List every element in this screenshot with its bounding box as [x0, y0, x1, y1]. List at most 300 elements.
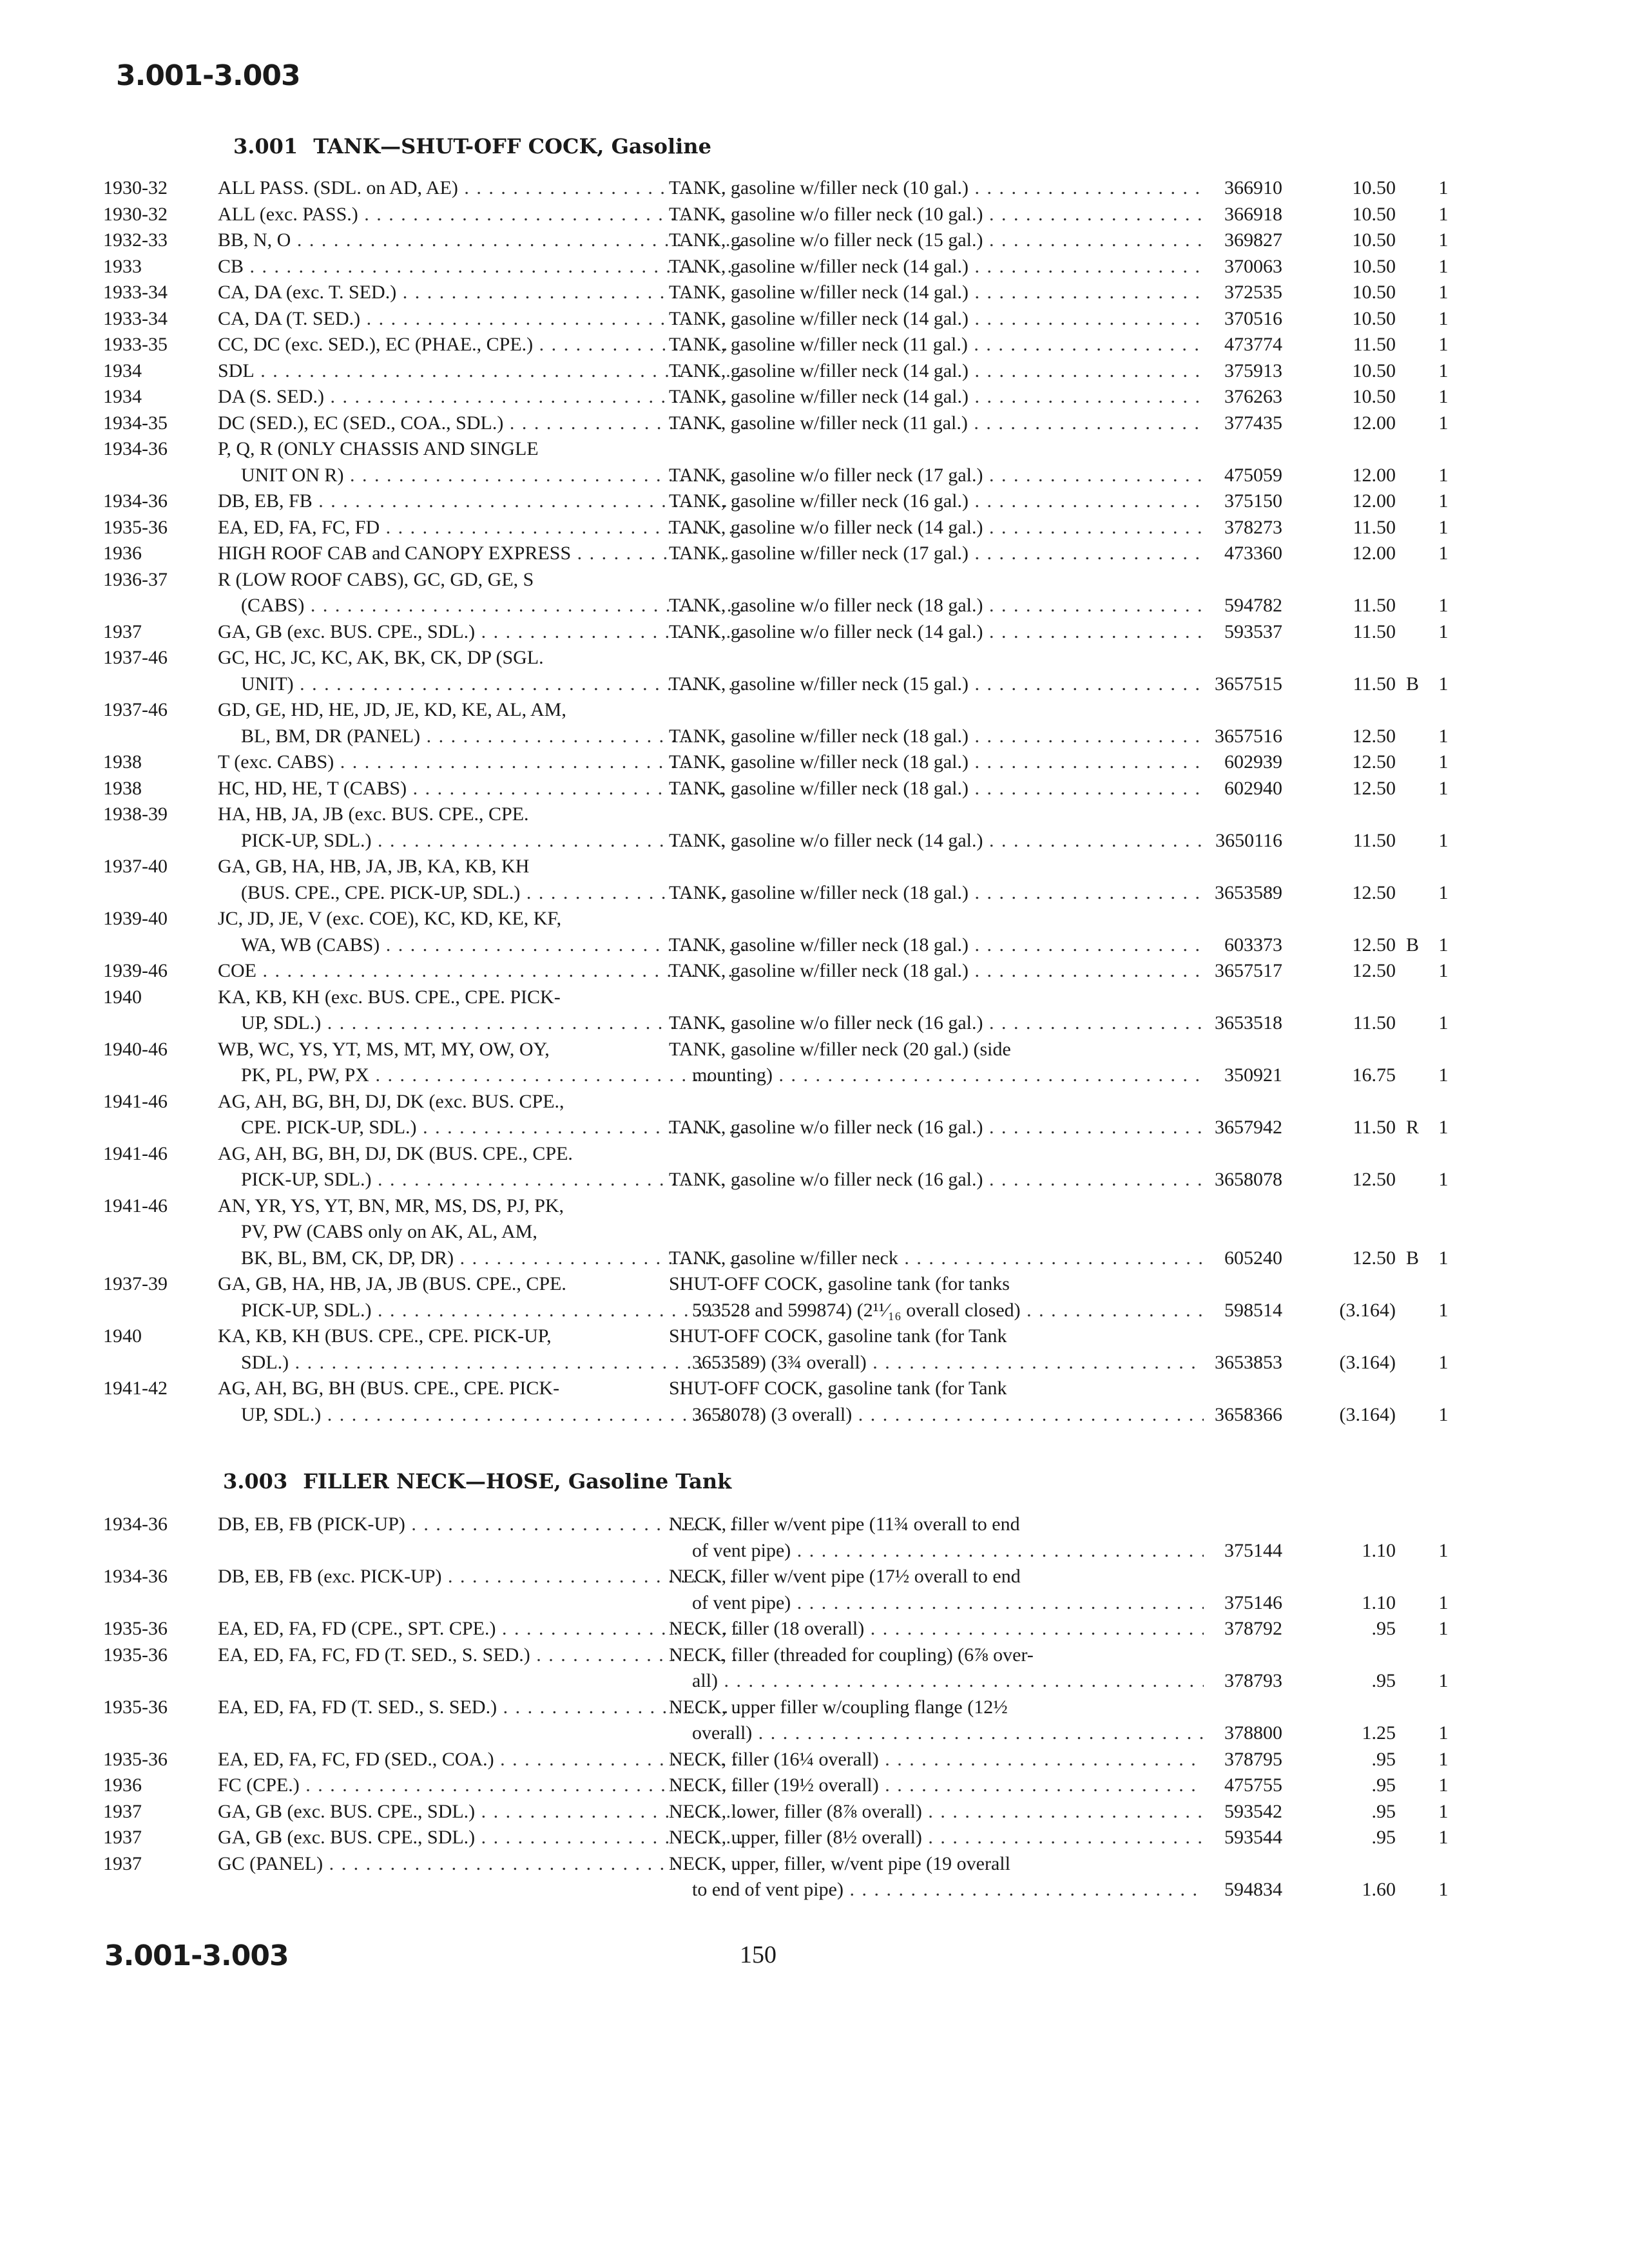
part-description-line: all) . . . — [669, 1668, 1204, 1695]
part-description — [669, 384, 1204, 410]
applicable-models-line: PICK-UP, SDL.) . . . — [218, 1167, 746, 1193]
part-number: 3653853 — [1215, 1351, 1282, 1373]
part-number: 593544 — [1224, 1827, 1282, 1848]
table-row — [103, 227, 1456, 254]
applicable-models — [218, 306, 746, 332]
applicable-models-line: GA, GB, HA, HB, JA, JB, KA, KB, KH — [218, 856, 530, 877]
applicable-models-line: AN, YR, YS, YT, BN, MR, MS, DS, PJ, PK, — [218, 1195, 564, 1216]
applicable-models — [218, 1799, 746, 1825]
quantity: 1 — [1438, 386, 1449, 407]
table-row — [103, 515, 1456, 541]
part-number: 378273 — [1224, 516, 1282, 538]
model-years: 1937 — [103, 1800, 142, 1822]
applicable-models-line: T (exc. CABS) . . . — [218, 749, 746, 776]
applicable-models-line: BL, BM, DR (PANEL) . . . — [218, 724, 746, 750]
part-number: 602940 — [1224, 777, 1282, 799]
part-description-line — [669, 645, 1204, 671]
model-years: 1940-46 — [103, 1038, 168, 1060]
part-description-line — [669, 567, 1204, 593]
applicable-models — [218, 619, 746, 646]
part-description — [669, 1642, 1204, 1695]
applicable-models — [218, 488, 746, 515]
model-years: 1940 — [103, 986, 142, 1008]
quantity: 1 — [1438, 1012, 1449, 1033]
applicable-models-line: P, Q, R (ONLY CHASSIS AND SINGLE — [218, 438, 539, 459]
applicable-models-line: ALL PASS. (SDL. on AD, AE) . . . — [218, 175, 746, 202]
part-number: 378795 — [1224, 1748, 1282, 1770]
applicable-models-line: KA, KB, KH (BUS. CPE., CPE. PICK-UP, — [218, 1325, 552, 1347]
list-price: .95 — [1371, 1800, 1396, 1822]
part-description-line: TANK, gasoline w/filler neck (18 gal.) . . . — [669, 880, 1204, 907]
quantity: 1 — [1438, 464, 1449, 486]
quantity: 1 — [1438, 1800, 1449, 1822]
part-description-line: TANK, gasoline w/filler neck (18 gal.) . . . — [669, 749, 1204, 776]
table-row — [103, 436, 1456, 488]
part-description-line: TANK, gasoline w/filler neck (18 gal.) . . . — [669, 776, 1204, 802]
table-row — [103, 332, 1456, 358]
part-description-line: 593528 and 599874) (2¹¹⁄₁₆ overall closed) . . . — [669, 1298, 1204, 1324]
part-description — [669, 541, 1204, 567]
applicable-models — [218, 332, 746, 358]
part-description-line — [669, 802, 1204, 828]
applicable-models — [218, 1747, 746, 1773]
applicable-models — [218, 1089, 746, 1141]
part-description-line: 3658078) (3 overall) . . . — [669, 1402, 1204, 1428]
quantity: 1 — [1438, 360, 1449, 381]
quantity: 1 — [1438, 1169, 1449, 1190]
part-description — [669, 1037, 1204, 1089]
applicable-models-line: CPE. PICK-UP, SDL.) . . . — [218, 1115, 746, 1141]
model-years: 1941-46 — [103, 1142, 168, 1164]
model-years: 1934-36 — [103, 1514, 168, 1535]
list-price: 10.50 — [1352, 255, 1396, 277]
part-description-line: SHUT-OFF COCK, gasoline tank (for Tank — [669, 1378, 1007, 1399]
applicable-models-line: UP, SDL.) . . . — [218, 1010, 746, 1037]
applicable-models-line: PK, PL, PW, PX . . . — [218, 1062, 746, 1089]
part-description-line — [669, 1089, 1204, 1115]
part-number: 473774 — [1224, 334, 1282, 355]
applicable-models — [218, 1825, 746, 1851]
applicable-models-line: EA, ED, FA, FC, FD (T. SED., S. SED.) . . . — [218, 1642, 746, 1669]
part-number: 370516 — [1224, 307, 1282, 329]
table-row — [103, 906, 1456, 958]
applicable-models-line: HC, HD, HE, T (CABS) . . . — [218, 776, 746, 802]
part-description — [669, 749, 1204, 776]
list-price: 12.00 — [1352, 543, 1396, 564]
part-description-line — [669, 436, 1204, 463]
model-years: 1937-46 — [103, 699, 168, 720]
part-number: 593542 — [1224, 1800, 1282, 1822]
part-number: 3657942 — [1215, 1117, 1282, 1138]
quantity: 1 — [1438, 203, 1449, 225]
part-description — [669, 776, 1204, 802]
list-price: (3.164) — [1339, 1403, 1396, 1425]
applicable-models-line: GA, GB (exc. BUS. CPE., SDL.) . . . — [218, 1825, 746, 1851]
applicable-models-line: JC, JD, JE, V (exc. COE), KC, KD, KE, KF, — [218, 908, 562, 929]
applicable-models-line: UNIT) . . . — [218, 671, 746, 698]
page-header-range: 3.001-3.003 — [116, 59, 300, 92]
list-price: 12.00 — [1352, 464, 1396, 486]
table-row — [103, 306, 1456, 332]
part-number: 370063 — [1224, 255, 1282, 277]
applicable-models-line: EA, ED, FA, FD (T. SED., S. SED.) . . . — [218, 1695, 746, 1721]
part-description — [669, 1193, 1204, 1272]
part-number: 372535 — [1224, 282, 1282, 303]
table-row — [103, 1825, 1456, 1851]
part-description — [669, 1747, 1204, 1773]
table-row — [103, 1512, 1456, 1564]
part-number: 378793 — [1224, 1670, 1282, 1691]
list-price: 10.50 — [1352, 229, 1396, 251]
quantity: 1 — [1438, 490, 1449, 512]
part-description-line: SHUT-OFF COCK, gasoline tank (for Tank — [669, 1325, 1007, 1347]
part-description — [669, 1512, 1204, 1564]
model-years: 1933-35 — [103, 334, 168, 355]
part-number: 3653518 — [1215, 1012, 1282, 1033]
table-row — [103, 776, 1456, 802]
quantity: 1 — [1438, 1117, 1449, 1138]
applicable-models — [218, 436, 746, 488]
quantity: 1 — [1438, 777, 1449, 799]
part-description — [669, 802, 1204, 854]
table-row — [103, 1037, 1456, 1089]
quantity: 1 — [1438, 1618, 1449, 1639]
applicable-models-line: SDL.) . . . — [218, 1350, 746, 1376]
list-price: .95 — [1371, 1748, 1396, 1770]
list-price: 11.50 — [1353, 516, 1396, 538]
part-description-line: TANK, gasoline w/filler neck (11 gal.) . . . — [669, 410, 1204, 437]
model-years: 1937 — [103, 1827, 142, 1848]
quantity: 1 — [1438, 620, 1449, 642]
quantity: 1 — [1438, 229, 1449, 251]
part-description-line: NECK, lower, filler (8⅞ overall) . . . — [669, 1799, 1204, 1825]
model-years: 1934-36 — [103, 438, 168, 459]
applicable-models — [218, 854, 746, 906]
table-row — [103, 645, 1456, 697]
quantity: 1 — [1438, 829, 1449, 851]
list-price: 10.50 — [1352, 360, 1396, 381]
model-years: 1941-46 — [103, 1195, 168, 1216]
quantity: 1 — [1438, 334, 1449, 355]
part-description — [669, 1799, 1204, 1825]
part-description — [669, 985, 1204, 1037]
table-row — [103, 802, 1456, 854]
quantity: 1 — [1438, 1670, 1449, 1691]
part-description-line — [669, 854, 1204, 880]
part-number: 3653589 — [1215, 881, 1282, 903]
applicable-models — [218, 410, 746, 437]
part-number: 603373 — [1224, 934, 1282, 956]
applicable-models-line: (CABS) . . . — [218, 593, 746, 619]
applicable-models-line: CA, DA (T. SED.) . . . — [218, 306, 746, 332]
applicable-models-line: WA, WB (CABS) . . . — [218, 932, 746, 959]
table-row — [103, 619, 1456, 646]
applicable-models-line: AG, AH, BG, BH (BUS. CPE., CPE. PICK- — [218, 1378, 560, 1399]
applicable-models-line: DB, EB, FB . . . — [218, 488, 746, 515]
part-number: 378792 — [1224, 1618, 1282, 1639]
part-description-line: overall) . . . — [669, 1720, 1204, 1747]
part-description-line: 3653589) (3¾ overall) . . . — [669, 1350, 1204, 1376]
model-years: 1935-36 — [103, 1644, 168, 1666]
part-description-line: TANK, gasoline w/o filler neck (16 gal.) . . . — [669, 1115, 1204, 1141]
table-row — [103, 202, 1456, 228]
applicable-models-line: R (LOW ROOF CABS), GC, GD, GE, S — [218, 568, 534, 590]
list-price: 1.10 — [1362, 1591, 1396, 1613]
part-number: 369827 — [1224, 229, 1282, 251]
part-description-line: NECK, upper, filler (8½ overall) . . . — [669, 1825, 1204, 1851]
part-description-line: TANK, gasoline w/o filler neck (18 gal.) . . . — [669, 593, 1204, 619]
part-description-line: TANK, gasoline w/filler neck (14 gal.) . . . — [669, 384, 1204, 410]
part-description — [669, 1695, 1204, 1747]
model-years: 1936 — [103, 543, 142, 564]
applicable-models — [218, 985, 746, 1037]
part-description-line: TANK, gasoline w/filler neck . . . — [669, 1245, 1204, 1272]
model-years: 1934 — [103, 360, 142, 381]
applicable-models-line: GC (PANEL) . . . — [218, 1851, 746, 1878]
part-number: 473360 — [1224, 543, 1282, 564]
list-price: 11.50 — [1353, 1117, 1396, 1138]
list-price: 10.50 — [1352, 282, 1396, 303]
table-row — [103, 1773, 1456, 1799]
list-price: 12.50 — [1352, 751, 1396, 773]
list-price: 10.50 — [1352, 203, 1396, 225]
list-price: 10.50 — [1352, 386, 1396, 407]
part-description-line: TANK, gasoline w/filler neck (18 gal.) . . . — [669, 932, 1204, 959]
model-years: 1933 — [103, 255, 142, 277]
part-description-line — [669, 906, 1204, 932]
part-description-line — [669, 697, 1204, 724]
part-description — [669, 645, 1204, 697]
model-years: 1935-36 — [103, 1748, 168, 1770]
section-number: 3.003 — [223, 1469, 288, 1494]
part-number: 3658078 — [1215, 1169, 1282, 1190]
quantity: 1 — [1438, 725, 1449, 747]
model-years: 1937 — [103, 620, 142, 642]
part-description-line: TANK, gasoline w/o filler neck (14 gal.) . . . — [669, 515, 1204, 541]
table-row — [103, 1376, 1456, 1428]
part-number: 3650116 — [1215, 829, 1282, 851]
list-price: (3.164) — [1339, 1299, 1396, 1321]
table-row — [103, 1851, 1456, 1903]
table-row — [103, 567, 1456, 619]
model-years: 1934-36 — [103, 490, 168, 512]
table-row — [103, 1747, 1456, 1773]
part-description — [669, 1564, 1204, 1616]
part-description — [669, 697, 1204, 749]
applicable-models-line: WB, WC, YS, YT, MS, MT, MY, OW, OY, — [218, 1038, 550, 1060]
part-number: 375144 — [1224, 1539, 1282, 1561]
part-description-line — [669, 1141, 1204, 1168]
applicable-models-line: FC (CPE.) . . . — [218, 1773, 746, 1799]
table-row — [103, 1695, 1456, 1747]
part-description — [669, 202, 1204, 228]
part-description — [669, 906, 1204, 958]
part-description-line: TANK, gasoline w/o filler neck (10 gal.) . . . — [669, 202, 1204, 228]
part-description — [669, 488, 1204, 515]
part-number: 366918 — [1224, 203, 1282, 225]
quantity: 1 — [1438, 595, 1449, 616]
part-number: 602939 — [1224, 751, 1282, 773]
part-number: 605240 — [1224, 1247, 1282, 1269]
part-description — [669, 332, 1204, 358]
part-number: 375150 — [1224, 490, 1282, 512]
part-number: 375913 — [1224, 360, 1282, 381]
applicable-models-line: ALL (exc. PASS.) . . . — [218, 202, 746, 228]
model-years: 1932-33 — [103, 229, 168, 251]
part-number: 594782 — [1224, 595, 1282, 616]
applicable-models-line: DA (S. SED.) . . . — [218, 384, 746, 410]
part-description-line: TANK, gasoline w/filler neck (17 gal.) . . . — [669, 541, 1204, 567]
quantity: 1 — [1438, 516, 1449, 538]
part-description-line: NECK, filler (19½ overall) . . . — [669, 1773, 1204, 1799]
change-code: R — [1405, 1117, 1419, 1138]
quantity: 1 — [1438, 673, 1449, 695]
applicable-models — [218, 1193, 746, 1272]
applicable-models-line: GC, HC, JC, KC, AK, BK, CK, DP (SGL. — [218, 647, 544, 668]
applicable-models — [218, 645, 746, 697]
part-description — [669, 358, 1204, 385]
table-row — [103, 854, 1456, 906]
part-description-line: of vent pipe) . . . — [669, 1538, 1204, 1564]
applicable-models-line: AG, AH, BG, BH, DJ, DK (BUS. CPE., CPE. — [218, 1142, 573, 1164]
applicable-models — [218, 776, 746, 802]
applicable-models — [218, 958, 746, 985]
list-price: 12.50 — [1352, 960, 1396, 981]
quantity: 1 — [1438, 1064, 1449, 1086]
part-description-line — [669, 985, 1204, 1011]
table-row — [103, 697, 1456, 749]
part-description — [669, 436, 1204, 488]
part-description-line: TANK, gasoline w/filler neck (14 gal.) . . . — [669, 254, 1204, 280]
applicable-models-line: PICK-UP, SDL.) . . . — [218, 1298, 746, 1324]
quantity: 1 — [1438, 1539, 1449, 1561]
applicable-models-line: COE . . . — [218, 958, 746, 985]
part-description — [669, 1271, 1204, 1323]
part-description — [669, 175, 1204, 202]
part-description-line: NECK, filler w/vent pipe (11¾ overall to end — [669, 1514, 1020, 1535]
applicable-models — [218, 1037, 746, 1089]
applicable-models — [218, 1642, 746, 1669]
model-years: 1937-39 — [103, 1273, 168, 1294]
applicable-models-line: EA, ED, FA, FC, FD (SED., COA.) . . . — [218, 1747, 746, 1773]
page-footer-range: 3.001-3.003 — [104, 1939, 289, 1972]
model-years: 1930-32 — [103, 177, 168, 198]
quantity: 1 — [1438, 1879, 1449, 1900]
part-description — [669, 1376, 1204, 1428]
part-description-line: TANK, gasoline w/o filler neck (16 gal.) . . . — [669, 1010, 1204, 1037]
part-description — [669, 1616, 1204, 1642]
table-row — [103, 958, 1456, 985]
part-description-line: TANK, gasoline w/o filler neck (14 gal.) . . . — [669, 828, 1204, 854]
quantity: 1 — [1438, 1403, 1449, 1425]
part-description — [669, 854, 1204, 906]
applicable-models — [218, 175, 746, 202]
part-description-line: NECK, upper filler w/coupling flange (12½ — [669, 1696, 1008, 1718]
list-price: .95 — [1371, 1618, 1396, 1639]
applicable-models — [218, 515, 746, 541]
model-years: 1935-36 — [103, 1696, 168, 1718]
part-description — [669, 1323, 1204, 1376]
part-description-line: TANK, gasoline w/filler neck (15 gal.) . . . — [669, 671, 1204, 698]
table-row — [103, 541, 1456, 567]
part-number: 594834 — [1224, 1879, 1282, 1900]
list-price: 11.50 — [1353, 673, 1396, 695]
model-years: 1938-39 — [103, 803, 168, 825]
applicable-models-line: GD, GE, HD, HE, JD, JE, KD, KE, AL, AM, — [218, 699, 566, 720]
part-description — [669, 958, 1204, 985]
model-years: 1937-40 — [103, 856, 168, 877]
applicable-models — [218, 1564, 746, 1590]
applicable-models-line: AG, AH, BG, BH, DJ, DK (exc. BUS. CPE., — [218, 1090, 564, 1112]
table-row — [103, 1616, 1456, 1642]
part-number: 376263 — [1224, 386, 1282, 407]
list-price: 16.75 — [1352, 1064, 1396, 1086]
section-title-3-003 — [223, 1469, 731, 1494]
part-description — [669, 306, 1204, 332]
table-row — [103, 985, 1456, 1037]
table-row — [103, 1193, 1456, 1272]
list-price: .95 — [1371, 1774, 1396, 1796]
part-description — [669, 567, 1204, 619]
applicable-models-line: CB . . . — [218, 254, 746, 280]
part-number: 377435 — [1224, 412, 1282, 434]
quantity: 1 — [1438, 751, 1449, 773]
list-price: 11.50 — [1353, 620, 1396, 642]
section-number: 3.001 — [233, 134, 298, 159]
list-price: 10.50 — [1352, 177, 1396, 198]
quantity: 1 — [1438, 934, 1449, 956]
applicable-models — [218, 1851, 746, 1878]
list-price: 1.60 — [1362, 1879, 1396, 1900]
model-years: 1937 — [103, 1852, 142, 1874]
table-row — [103, 1642, 1456, 1695]
table-row — [103, 1564, 1456, 1616]
list-price: 1.10 — [1362, 1539, 1396, 1561]
applicable-models — [218, 358, 746, 385]
table-row — [103, 1799, 1456, 1825]
table-row — [103, 1141, 1456, 1193]
part-description-line: TANK, gasoline w/filler neck (11 gal.) . . . — [669, 332, 1204, 358]
part-description-line: NECK, filler (18 overall) . . . — [669, 1616, 1204, 1642]
applicable-models-line: BK, BL, BM, CK, DP, DR) . . . — [218, 1245, 746, 1272]
part-description — [669, 227, 1204, 254]
part-description-line: SHUT-OFF COCK, gasoline tank (for tanks — [669, 1273, 1010, 1294]
quantity: 1 — [1438, 412, 1449, 434]
applicable-models — [218, 227, 746, 254]
model-years: 1930-32 — [103, 203, 168, 225]
model-years: 1938 — [103, 777, 142, 799]
part-description-line: of vent pipe) . . . — [669, 1590, 1204, 1617]
part-description-line — [669, 1193, 1204, 1220]
table-row — [103, 1271, 1456, 1323]
applicable-models-line: SDL . . . — [218, 358, 746, 385]
quantity: 1 — [1438, 1299, 1449, 1321]
change-code: B — [1405, 1247, 1419, 1269]
applicable-models-line: HA, HB, JA, JB (exc. BUS. CPE., CPE. — [218, 803, 529, 825]
quantity: 1 — [1438, 881, 1449, 903]
model-years: 1933-34 — [103, 282, 168, 303]
applicable-models-line: HIGH ROOF CAB and CANOPY EXPRESS . . . — [218, 541, 746, 567]
model-years: 1938 — [103, 751, 142, 773]
section-heading: FILLER NECK—HOSE, Gasoline Tank — [303, 1469, 732, 1494]
model-years: 1934-36 — [103, 1566, 168, 1587]
part-description-line: NECK, filler (threaded for coupling) (6⅞ over- — [669, 1644, 1034, 1666]
list-price: 12.00 — [1352, 490, 1396, 512]
quantity: 1 — [1438, 543, 1449, 564]
table-row — [103, 488, 1456, 515]
applicable-models-line: CA, DA (exc. T. SED.) . . . — [218, 280, 746, 306]
table-row — [103, 1323, 1456, 1376]
